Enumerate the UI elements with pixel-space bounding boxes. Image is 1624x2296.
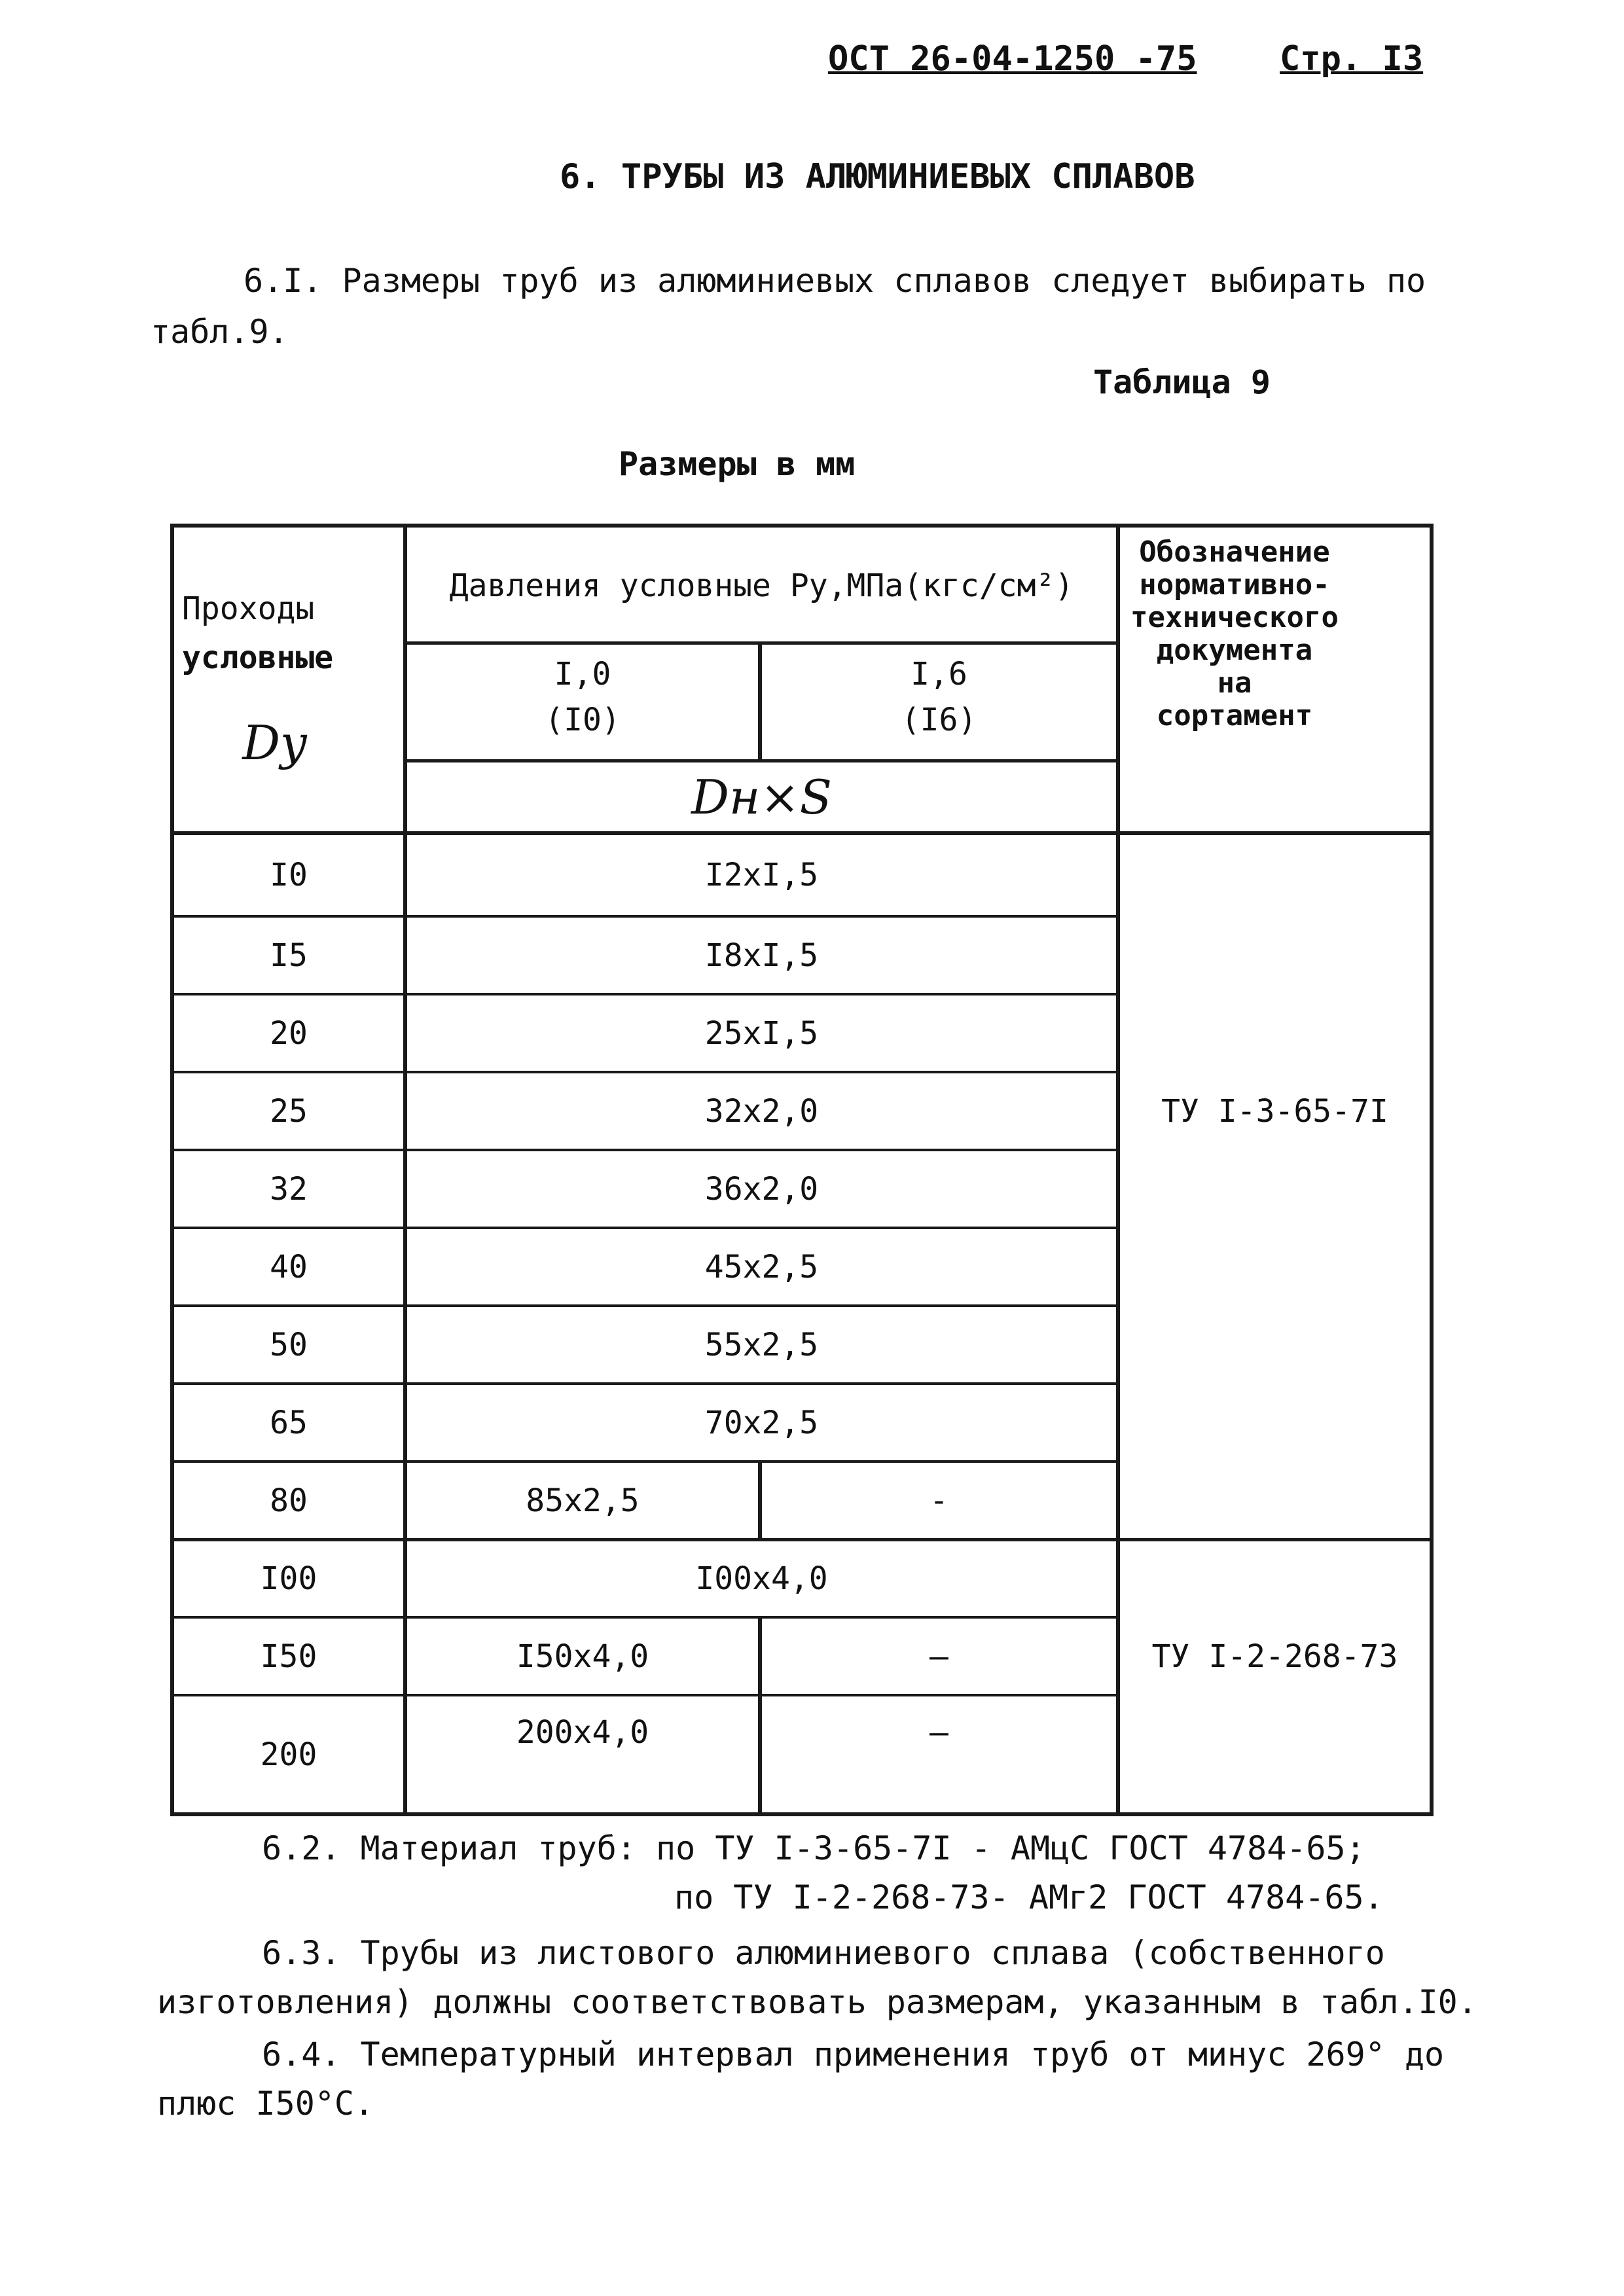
row-size: I8xI,5 bbox=[704, 937, 819, 974]
row-dy: 65 bbox=[270, 1404, 308, 1441]
row-dy: 200 bbox=[260, 1736, 317, 1773]
row-dy: I5 bbox=[270, 937, 308, 974]
row-size: 45x2,5 bbox=[704, 1248, 819, 1285]
row-size: 85x2,5 bbox=[526, 1482, 640, 1519]
pressure-header: Давления условные Ру,МПа(кгс/см²) bbox=[449, 567, 1074, 604]
para-6-3-line1: 6.3. Трубы из листового алюминиевого сплава (собственного bbox=[262, 1934, 1385, 1972]
page-number: Стр. I3 bbox=[1280, 39, 1424, 79]
row-size: 32x2,0 bbox=[704, 1092, 819, 1130]
row-dy: 32 bbox=[270, 1170, 308, 1208]
pressure-1-0: I,0 bbox=[554, 656, 611, 692]
pipe-size-table bbox=[170, 524, 1434, 1816]
para-6-4-line1: 6.4. Температурный интервал применения труб от минус 269° до bbox=[262, 2036, 1445, 2073]
para-6-1-line1: 6.I. Размеры труб из алюминиевых сплавов следует выбирать по bbox=[244, 262, 1426, 300]
dy-symbol: Dу bbox=[242, 715, 308, 770]
dy-header-line1: Проходы bbox=[182, 590, 315, 627]
para-6-4-line2: плюс I50°С. bbox=[157, 2085, 374, 2123]
pressure-10-kgf: (I0) bbox=[545, 702, 621, 738]
row-size: 55x2,5 bbox=[704, 1326, 819, 1363]
doc-header-line6: сортамент bbox=[1156, 698, 1313, 732]
row-dy: 20 bbox=[270, 1014, 308, 1052]
row-dy: 40 bbox=[270, 1248, 308, 1285]
doc-header-line5: на bbox=[1217, 666, 1252, 700]
document-code: ОСТ 26-04-1250 -75 bbox=[828, 39, 1197, 79]
section-title: 6. ТРУБЫ ИЗ АЛЮМИНИЕВЫХ СПЛАВОВ bbox=[560, 157, 1195, 196]
row-dy: 80 bbox=[270, 1482, 308, 1519]
doc-header-line3: технического bbox=[1130, 600, 1339, 634]
table-caption: Таблица 9 bbox=[1093, 363, 1271, 401]
pressure-16-kgf: (I6) bbox=[901, 702, 977, 738]
row-dy: I00 bbox=[260, 1560, 317, 1597]
row-size-1-6: — bbox=[929, 1714, 948, 1751]
row-dy: 50 bbox=[270, 1326, 308, 1363]
dy-header-line2: условные bbox=[182, 639, 334, 676]
row-size: 70x2,5 bbox=[704, 1404, 819, 1441]
row-size: I50x4,0 bbox=[516, 1638, 649, 1675]
row-size: 36x2,0 bbox=[704, 1170, 819, 1208]
row-dy: I0 bbox=[270, 857, 308, 893]
para-6-2-line1: 6.2. Материал труб: по ТУ I-3-65-7I - АМцС ГОСТ 4784-65; bbox=[262, 1829, 1365, 1867]
row-size: 200x4,0 bbox=[516, 1714, 649, 1751]
units-caption: Размеры в мм bbox=[619, 445, 856, 483]
row-size-1-6: — bbox=[929, 1638, 948, 1675]
doc-group-tu-1-2-268-73: ТУ I-2-268-73 bbox=[1151, 1638, 1398, 1675]
para-6-2-line2: по ТУ I-2-268-73- АМг2 ГОСТ 4784-65. bbox=[674, 1878, 1384, 1916]
doc-group-tu-1-3-65-71: ТУ I-3-65-7I bbox=[1161, 1092, 1388, 1130]
row-size: I00x4,0 bbox=[695, 1560, 828, 1597]
row-size: 25xI,5 bbox=[704, 1014, 819, 1052]
para-6-3-line2: изготовления) должны соответствовать размерам, указанным в табл.I0. bbox=[157, 1983, 1477, 2021]
row-dy: I50 bbox=[260, 1638, 317, 1675]
row-size-1-6: - bbox=[929, 1482, 948, 1519]
pressure-1-6: I,6 bbox=[911, 656, 967, 692]
doc-header-line2: нормативно- bbox=[1139, 567, 1330, 601]
doc-header-line4: документа bbox=[1156, 633, 1313, 667]
doc-header-line1: Обозначение bbox=[1139, 535, 1330, 569]
row-size: I2xI,5 bbox=[704, 857, 819, 893]
dn-x-s-header: Dн×S bbox=[691, 769, 832, 825]
row-dy: 25 bbox=[270, 1092, 308, 1130]
para-6-1-line2: табл.9. bbox=[151, 313, 289, 351]
